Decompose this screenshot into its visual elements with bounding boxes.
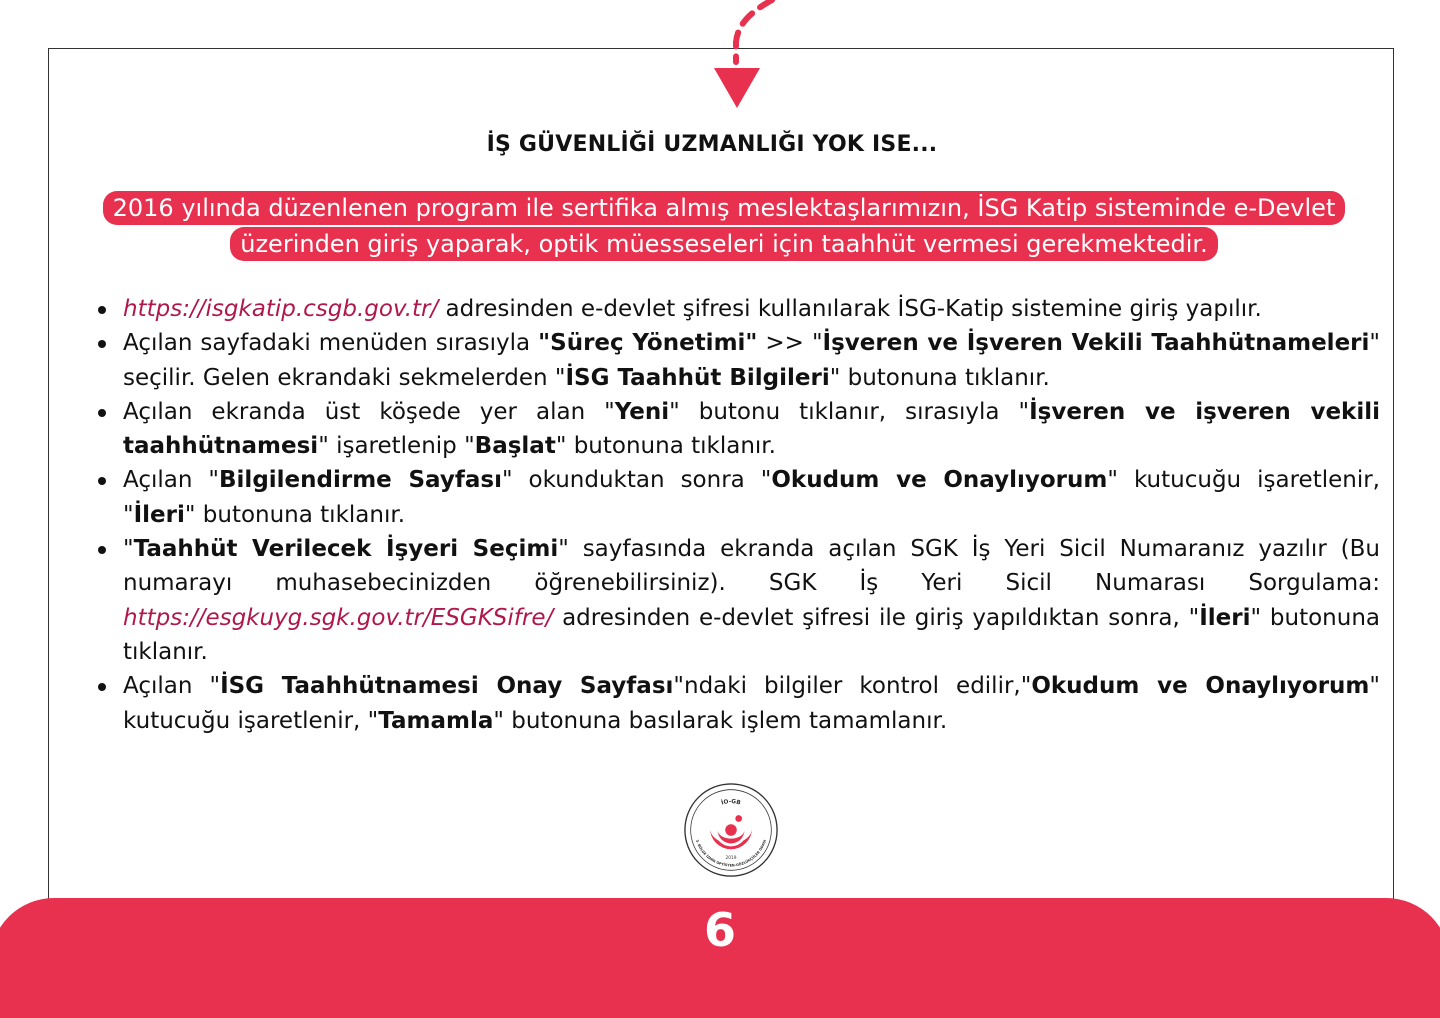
step-bold: "Süreç Yönetimi" — [538, 330, 758, 357]
step-bold: İleri — [133, 501, 185, 528]
list-item — [96, 395, 1380, 464]
step-text: adresinden e-devlet şifresi ile giriş yapıldıktan sonra, " — [553, 604, 1200, 631]
list-item — [96, 463, 1380, 532]
seal-bottom-text: 3. BÖLGE İZMİR OPTİSYEN-GÖZLÜKÇÜLER ODASI — [694, 839, 768, 868]
step-text: " butonuna tıklanır. — [123, 604, 1381, 665]
esgk-link[interactable]: https://esgkuyg.sgk.gov.tr/ESGKSifre/ — [123, 604, 554, 631]
dashed-arrow-icon — [700, 0, 790, 112]
list-item — [96, 292, 1380, 326]
step-text: " butonu tıklanır, sırasıyla " — [669, 398, 1030, 425]
step-bold: İSG Taahhütnamesi Onay Sayfası — [220, 673, 674, 700]
step-bold: İşveren ve İşveren Vekili Taahhütnameleri — [822, 330, 1370, 357]
step-bold: Yeni — [614, 398, 670, 425]
step-text: " butonuna basılarak işlem tamamlanır. — [493, 707, 948, 734]
step-text: >> " — [757, 330, 823, 357]
step-text: " okunduktan sonra " — [501, 467, 772, 494]
step-text: " butonuna tıklanır. — [555, 433, 776, 460]
step-text: "ndaki bilgiler kontrol edilir," — [673, 673, 1032, 700]
step-text: " sayfasında ekranda açılan SGK İş Yeri Sicil Numaranız yazılır (Bu numarayı muhasebecinizden öğrenebilirsiniz). SGK İş Yeri Sicil Numarası Sorgulama: — [123, 536, 1380, 597]
step-text: " kutucuğu işaretlenir, " — [123, 673, 1380, 734]
step-bold: Başlat — [474, 433, 556, 460]
list-item — [96, 669, 1380, 738]
step-text: Açılan " — [123, 467, 220, 494]
step-text: Açılan sayfadaki menüden sırasıyla — [123, 330, 539, 357]
page-title: İŞ GÜVENLİĞİ UZMANLIĞI YOK ISE... — [486, 132, 938, 157]
step-bold: Taahhüt Verilecek İşyeri Seçimi — [133, 536, 559, 563]
seal-year: 2019 — [725, 855, 737, 861]
list-item — [96, 532, 1380, 669]
list-item — [96, 326, 1380, 395]
intro-text: 2016 yılında düzenlenen program ile sertifika almış meslektaşlarımızın, İSG Katip sisteminde e-Devlet üzerinden giriş yaparak, optik müesseseleri için taahhüt vermesi gerekmektedir. — [103, 191, 1346, 261]
step-bold: Okudum ve Onaylıyorum — [771, 467, 1108, 494]
step-text: " — [123, 536, 134, 563]
intro-banner — [82, 190, 1366, 262]
steps-list — [96, 292, 1380, 738]
step-text: adresinden e-devlet şifresi kullanılarak İSG-Katip sistemine giriş yapılır. — [438, 296, 1262, 322]
isgkatip-link[interactable]: https://isgkatip.csgb.gov.tr/ — [123, 296, 439, 322]
page-number: 6 — [703, 903, 736, 957]
step-text: " butonuna tıklanır. — [184, 501, 406, 528]
step-bold: Okudum ve Onaylıyorum — [1031, 673, 1370, 700]
step-text: " butonuna tıklanır. — [829, 364, 1050, 391]
step-bold: Bilgilendirme Sayfası — [219, 467, 502, 494]
organization-seal-icon — [683, 782, 779, 878]
step-text: " seçilir. Gelen ekrandaki sekmelerden " — [123, 330, 1380, 391]
step-bold: Tamamla — [378, 707, 494, 734]
step-text: Açılan " — [123, 673, 221, 700]
step-bold: İSG Taahhüt Bilgileri — [565, 364, 830, 391]
step-bold: İşveren ve işveren vekili taahhütnamesi — [123, 398, 1380, 460]
step-bold: İleri — [1199, 604, 1251, 631]
step-text: " kutucuğu işaretlenir, " — [123, 467, 1380, 528]
step-text: " işaretlenip " — [318, 433, 475, 460]
step-text: Açılan ekranda üst köşede yer alan " — [123, 398, 615, 425]
seal-top-text: İO-GB — [720, 799, 742, 807]
